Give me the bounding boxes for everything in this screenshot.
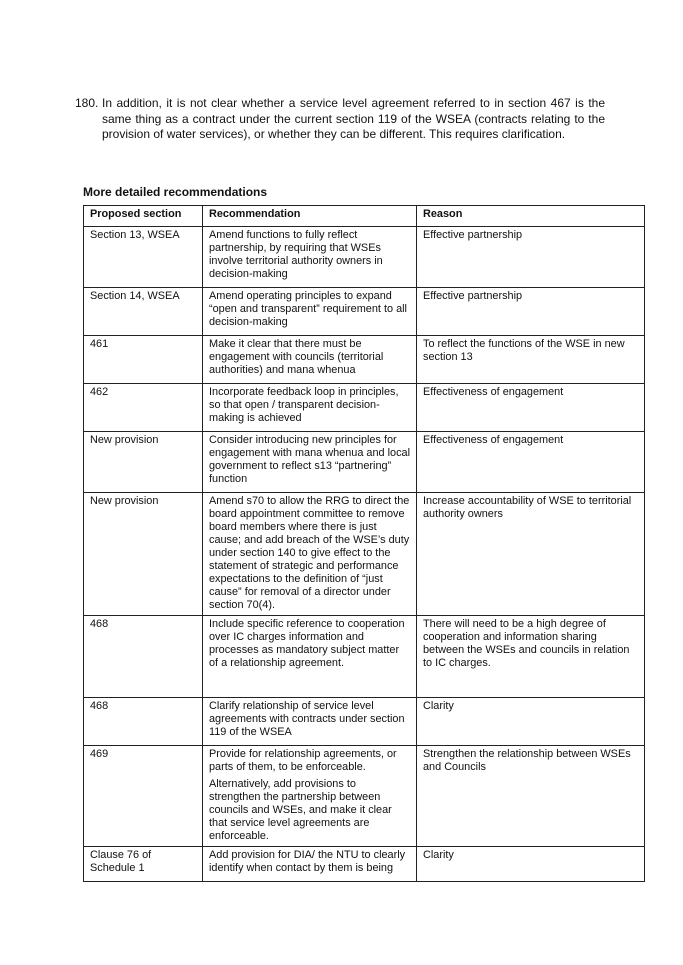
table-row <box>84 847 645 882</box>
table-row <box>84 227 645 288</box>
cell-section: 468 <box>84 616 203 698</box>
paragraph-180 <box>75 96 605 143</box>
header-reason: Reason <box>417 206 645 227</box>
cell-section: Section 13, WSEA <box>84 227 203 288</box>
recommendation-text: Make it clear that there must be engagement with councils (territorial authorities) and mana whenua <box>209 338 384 376</box>
cell-reason: Effectiveness of engagement <box>417 432 645 493</box>
recommendation-text: Clarify relationship of service level agreements with contracts under section 119 of the WSEA <box>209 700 405 738</box>
cell-recommendation <box>203 616 417 698</box>
table-row <box>84 698 645 746</box>
table-row <box>84 616 645 698</box>
cell-section: Clause 76 of Schedule 1 <box>84 847 203 882</box>
recommendation-text: Consider introducing new principles for engagement with mana whenua and local government to reflect s13 “partnering” function <box>209 434 411 485</box>
recommendation-text: Amend operating principles to expand “open and transparent” requirement to all decision-making <box>209 290 407 328</box>
header-recommendation: Recommendation <box>203 206 417 227</box>
recommendation-text: Amend s70 to allow the RRG to direct the board appointment committee to remove board members where there is just cause; and add breach of the WSE’s duty under section 140 to give effect to the statement of strategic and performance expectations to the definition of “just cause” for removal of a director under section 70(4). <box>209 495 410 611</box>
recommendation-text: Include specific reference to cooperation over IC charges information and processes as mandatory subject matter of a relationship agreement. <box>209 618 405 669</box>
cell-reason: To reflect the functions of the WSE in new section 13 <box>417 336 645 384</box>
cell-recommendation <box>203 493 417 616</box>
recommendations-table <box>83 205 645 882</box>
cell-reason: Increase accountability of WSE to territorial authority owners <box>417 493 645 616</box>
cell-section: 461 <box>84 336 203 384</box>
table-row <box>84 288 645 336</box>
header-proposed-section: Proposed section <box>84 206 203 227</box>
cell-recommendation <box>203 336 417 384</box>
cell-section: 469 <box>84 746 203 847</box>
table-header-row <box>84 206 645 227</box>
cell-reason: Clarity <box>417 847 645 882</box>
cell-recommendation <box>203 288 417 336</box>
table-row <box>84 493 645 616</box>
cell-reason: There will need to be a high degree of cooperation and information sharing between the WSEs and councils in relation to IC charges. <box>417 616 645 698</box>
cell-section: 462 <box>84 384 203 432</box>
recommendation-text: Add provision for DIA/ the NTU to clearly identify when contact by them is being <box>209 849 406 874</box>
cell-recommendation <box>203 847 417 882</box>
cell-reason: Effective partnership <box>417 227 645 288</box>
cell-section: 468 <box>84 698 203 746</box>
table-row <box>84 336 645 384</box>
paragraph-text: In addition, it is not clear whether a service level agreement referred to in section 467 is the same thing as a contract under the current section 119 of the WSEA (contracts relating to the provision of water services), or whether they can be different. This requires clarification. <box>102 96 605 141</box>
cell-recommendation <box>203 227 417 288</box>
table-row <box>84 432 645 493</box>
cell-reason: Strengthen the relationship between WSEs and Councils <box>417 746 645 847</box>
recommendation-text: Incorporate feedback loop in principles, so that open / transparent decision-making is achieved <box>209 386 399 424</box>
cell-section: Section 14, WSEA <box>84 288 203 336</box>
cell-section: New provision <box>84 493 203 616</box>
recommendation-text: Amend functions to fully reflect partnership, by requiring that WSEs involve territorial authority owners in decision-making <box>209 229 383 280</box>
table-row <box>84 384 645 432</box>
cell-reason: Effectiveness of engagement <box>417 384 645 432</box>
cell-recommendation <box>203 384 417 432</box>
cell-reason: Clarity <box>417 698 645 746</box>
section-heading: More detailed recommendations <box>83 185 268 199</box>
cell-section: New provision <box>84 432 203 493</box>
table-row <box>84 746 645 847</box>
cell-recommendation <box>203 432 417 493</box>
recommendation-text: Provide for relationship agreements, or parts of them, to be enforceable. <box>209 748 397 773</box>
cell-recommendation <box>203 746 417 847</box>
cell-reason: Effective partnership <box>417 288 645 336</box>
recommendation-text: Alternatively, add provisions to strengthen the partnership between councils and WSEs, and make it clear that service level agreements are enforceable. <box>209 778 392 842</box>
cell-recommendation <box>203 698 417 746</box>
paragraph-number: 180. <box>75 96 99 110</box>
